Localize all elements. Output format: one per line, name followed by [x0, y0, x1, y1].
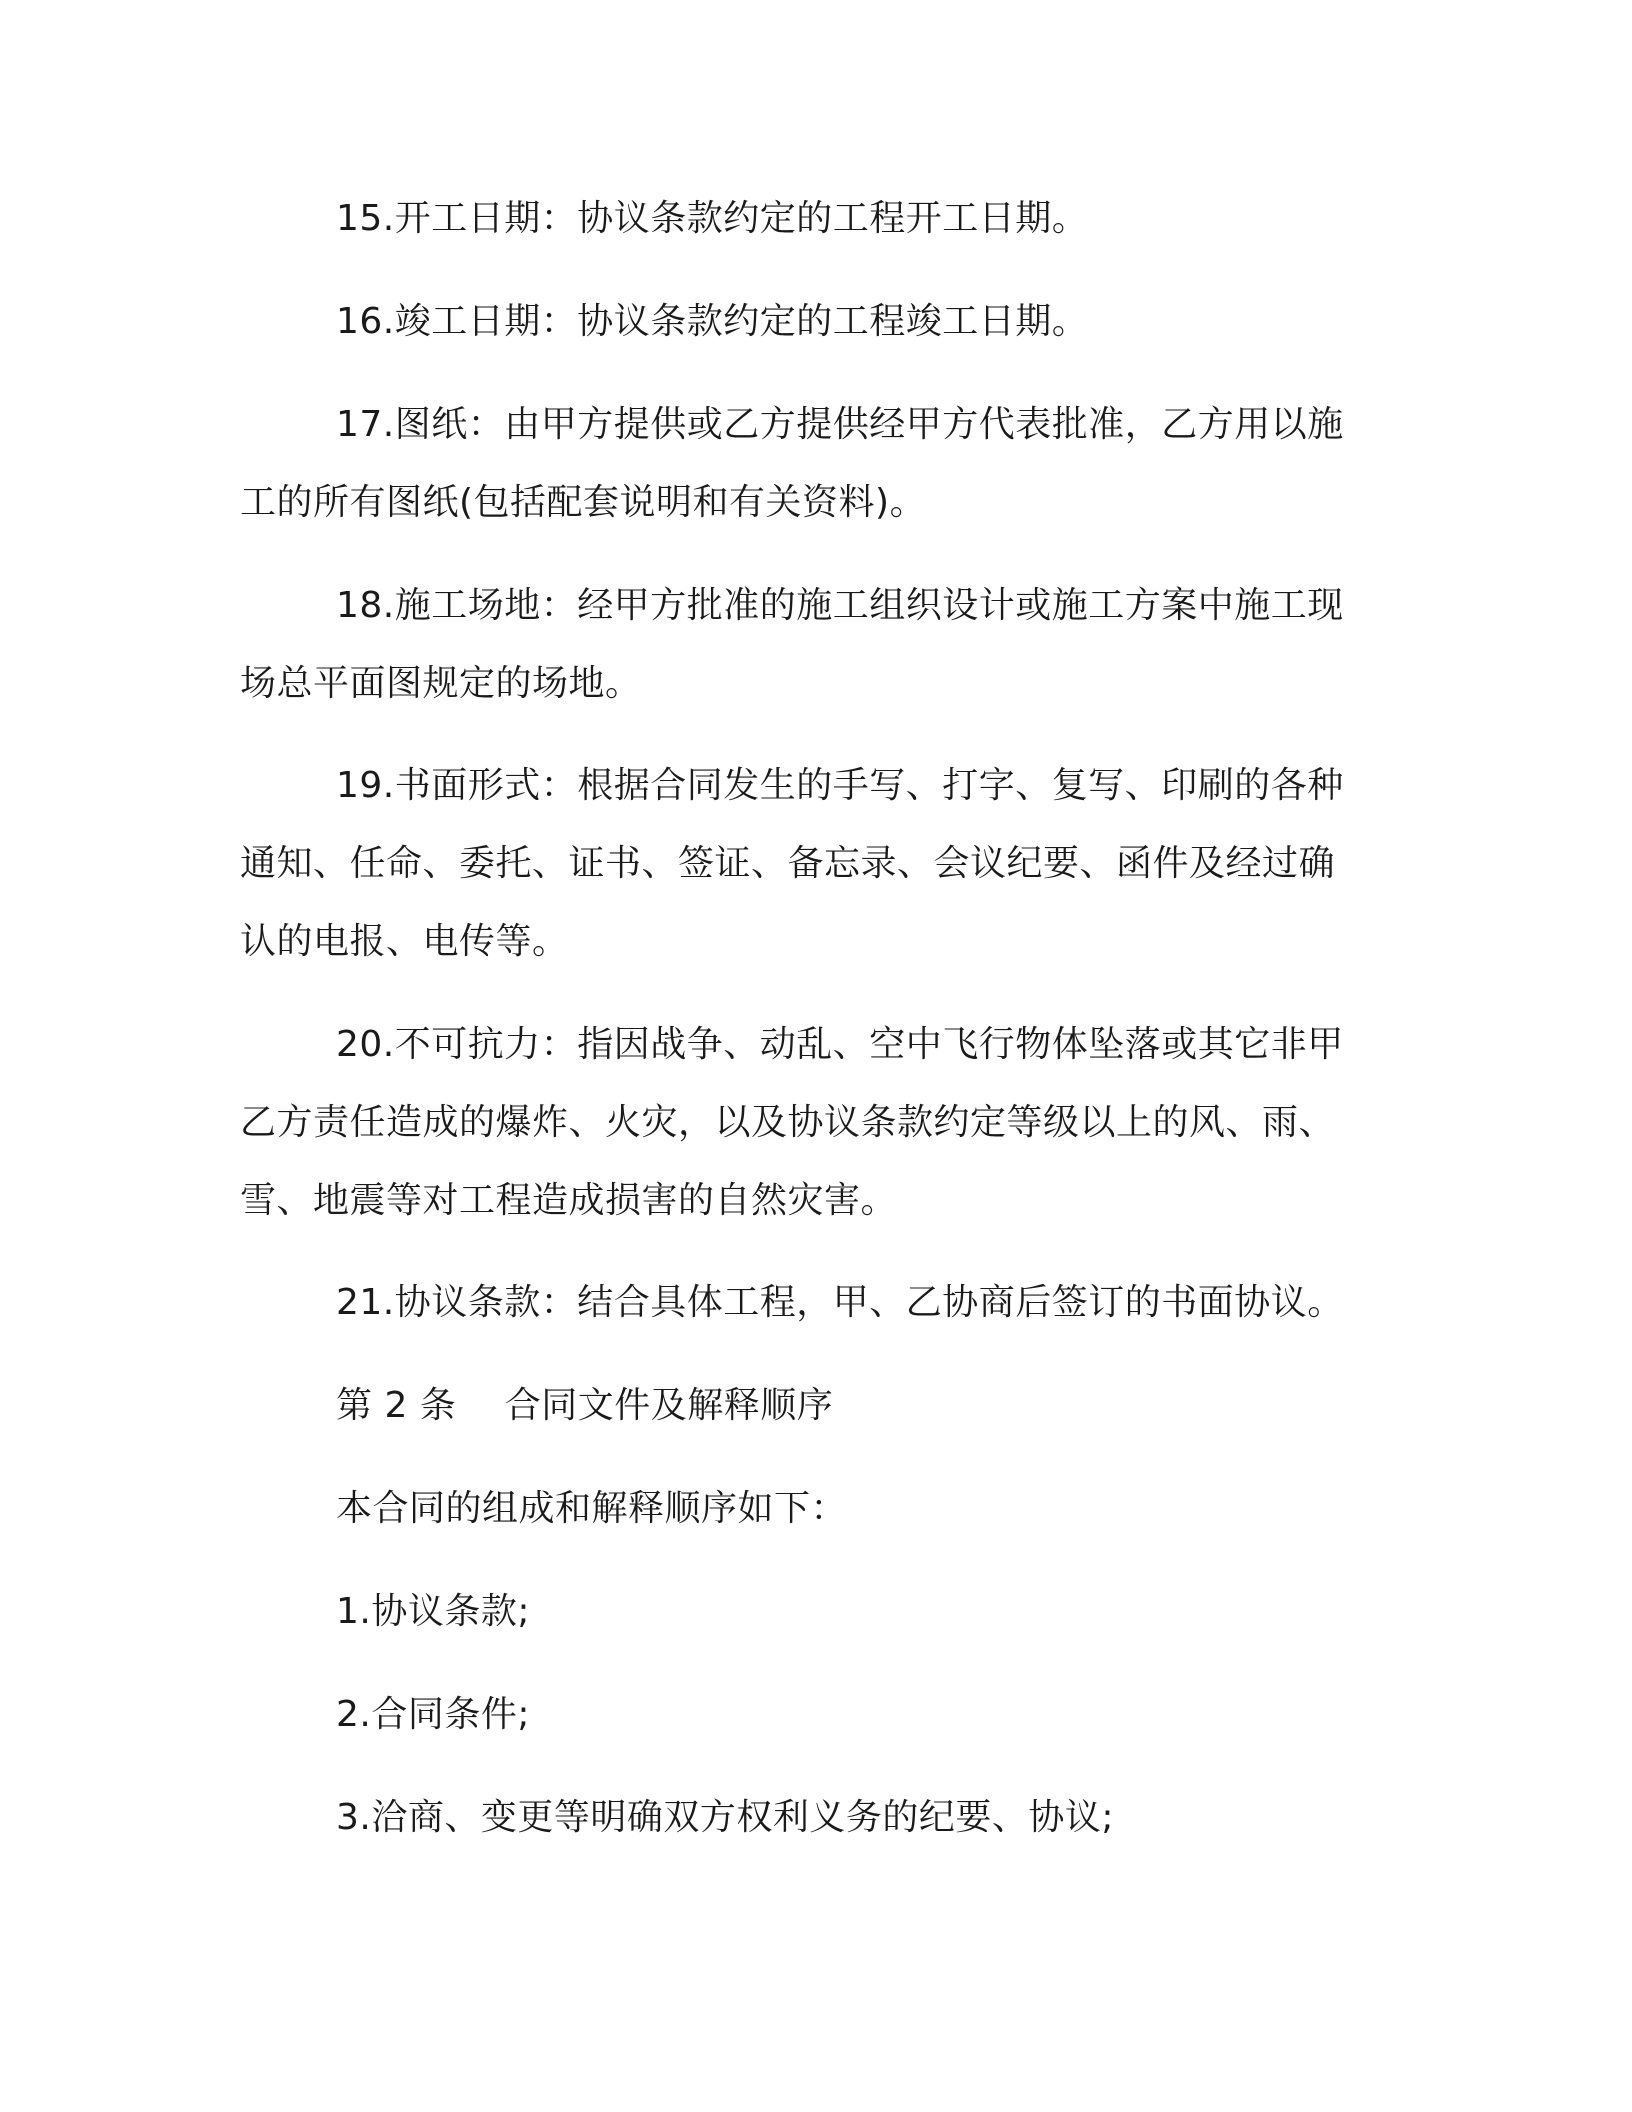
clause-16-completion-date: 16.竣工日期：协议条款约定的工程竣工日期。 [336, 301, 1089, 342]
clause-20-force-majeure: 20.不可抗力：指因战争、动乱、空中飞行物体坠落或其它非甲乙方责任造成的爆炸、火灾，以及协议条款约定等级以上的风、雨、雪、地震等对工程造成损害的自然灾害。 [240, 1024, 1344, 1221]
order-item-3: 3.洽商、变更等明确双方权利义务的纪要、协议; [336, 1797, 1114, 1838]
clause-15-start-date: 15.开工日期：协议条款约定的工程开工日期。 [336, 198, 1089, 239]
order-item-2: 2.合同条件; [336, 1694, 530, 1735]
clause-18-site: 18.施工场地：经甲方批准的施工组织设计或施工方案中施工现场总平面图规定的场地。 [240, 585, 1344, 704]
order-intro: 本合同的组成和解释顺序如下： [336, 1488, 848, 1529]
article-2-heading: 第 2 条 合同文件及解释顺序 [336, 1385, 834, 1426]
order-item-1: 1.协议条款; [336, 1591, 530, 1632]
clause-17-drawings: 17.图纸：由甲方提供或乙方提供经甲方代表批准，乙方用以施工的所有图纸(包括配套说明和有关资料)。 [240, 404, 1344, 523]
clause-19-written-form: 19.书面形式：根据合同发生的手写、打字、复写、印刷的各种通知、任命、委托、证书、签证、备忘录、会议纪要、函件及经过确认的电报、电传等。 [240, 765, 1344, 962]
clause-21-agreement-terms: 21.协议条款：结合具体工程，甲、乙协商后签订的书面协议。 [336, 1282, 1344, 1323]
